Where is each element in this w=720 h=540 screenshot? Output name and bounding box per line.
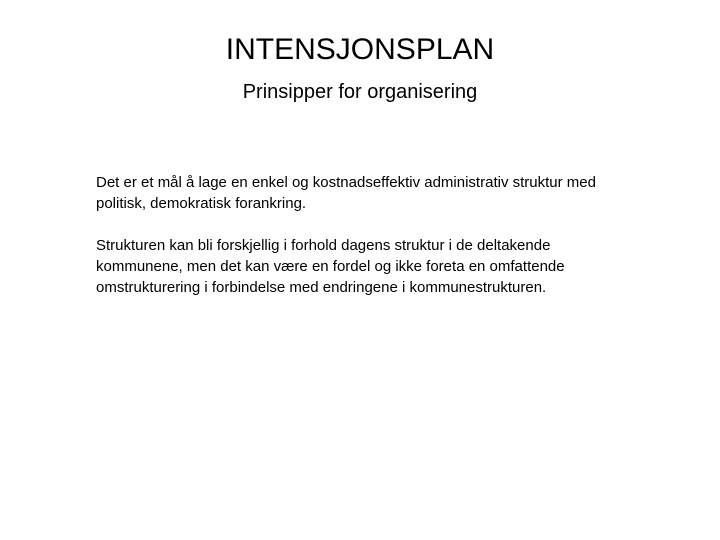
slide-subtitle: Prinsipper for organisering <box>242 81 478 103</box>
body-paragraph: Det er et mål å lage en enkel og kostnadseffektiv administrativ struktur med politisk, demokratisk forankring. <box>96 174 596 212</box>
body-paragraph: Strukturen kan bli forskjellig i forhold dagens struktur i de deltakende kommunene, men det kan være en fordel og ikke foreta en omfattende omstrukturering i forbindelse med endringene i kommunestrukturen. <box>96 237 565 296</box>
slide-title: INTENSJONSPLAN <box>225 33 495 66</box>
slide-body <box>96 172 636 319</box>
